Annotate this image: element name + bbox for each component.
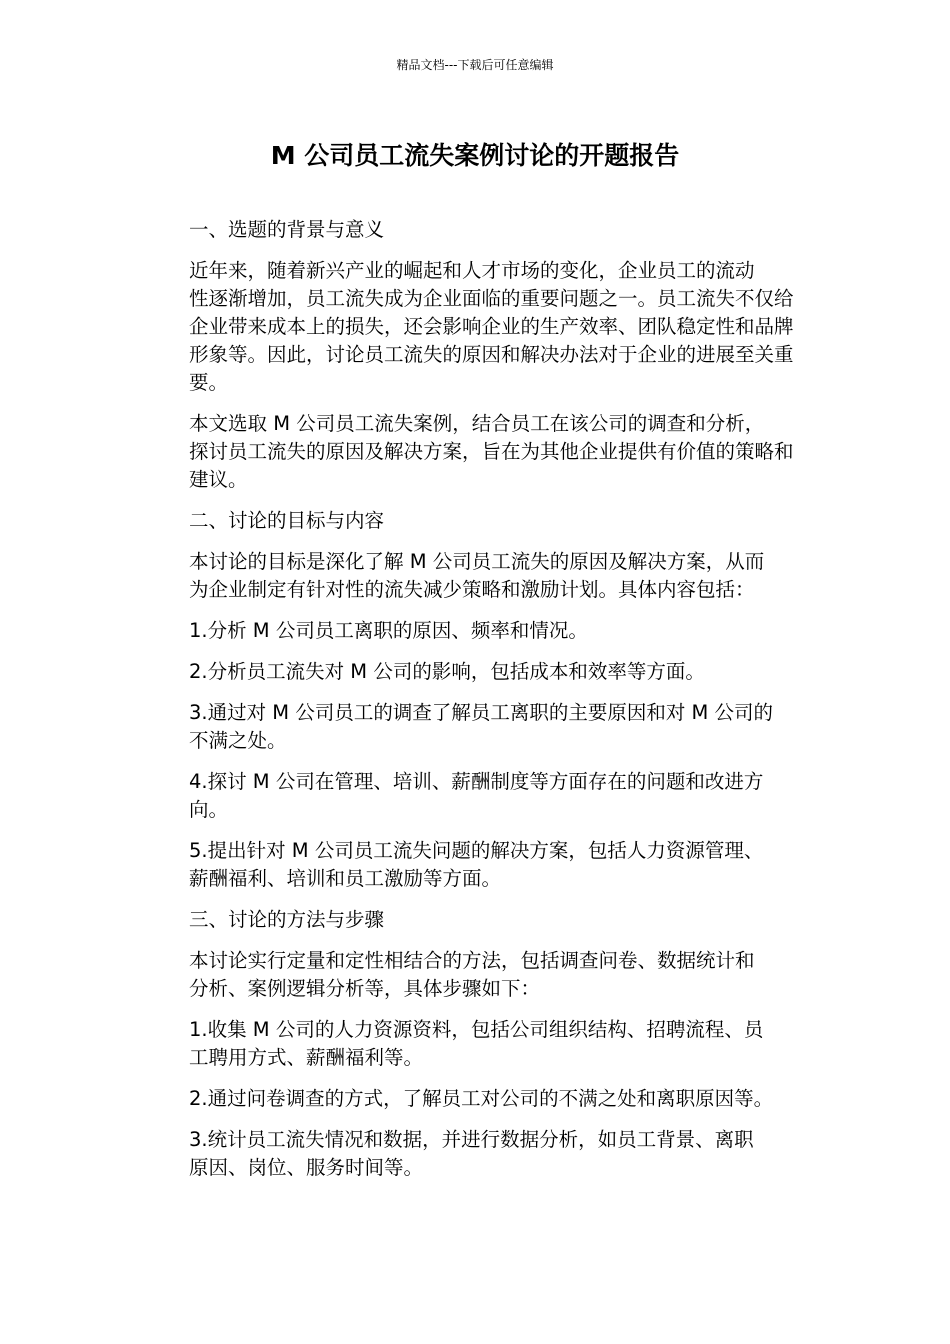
paragraph-line: 2.分析员工流失对 M 公司的影响，包括成本和效率等方面。 xyxy=(189,660,705,683)
paragraph-line: 三、讨论的方法与步骤 xyxy=(189,908,385,931)
paragraph-line: 工聘用方式、薪酬福利等。 xyxy=(189,1046,424,1069)
paragraph-line: 建议。 xyxy=(189,468,248,491)
paragraph xyxy=(143,837,808,893)
paragraph-line: 原因、岗位、服务时间等。 xyxy=(189,1156,424,1179)
paragraph xyxy=(143,548,808,604)
paragraph xyxy=(143,1085,808,1113)
paragraph-line: 本文选取 M 公司员工流失案例，结合员工在该公司的调查和分析， xyxy=(189,412,765,435)
paragraph-line: 本讨论实行定量和定性相结合的方法，包括调查问卷、数据统计和 xyxy=(189,949,755,972)
paragraph-line: 性逐渐增加，员工流失成为企业面临的重要问题之一。员工流失不仅给 xyxy=(189,287,794,310)
paragraph-line: 不满之处。 xyxy=(189,729,287,752)
paragraph xyxy=(143,410,808,494)
page-header-watermark: 精品文档---下载后可任意编辑 xyxy=(396,58,554,72)
paragraph-line: 3.统计员工流失情况和数据，并进行数据分析，如员工背景、离职 xyxy=(189,1128,754,1151)
paragraph-line: 近年来，随着新兴产业的崛起和人才市场的变化，企业员工的流动 xyxy=(189,259,755,282)
paragraph xyxy=(143,947,808,1003)
paragraph xyxy=(143,507,808,535)
paragraph xyxy=(143,906,808,934)
paragraph-line: 4.探讨 M 公司在管理、培训、薪酬制度等方面存在的问题和改进方 xyxy=(189,770,764,793)
paragraph-line: 为企业制定有针对性的流失减少策略和激励计划。具体内容包括： xyxy=(189,578,755,601)
paragraph xyxy=(143,768,808,824)
paragraph-line: 3.通过对 M 公司员工的调查了解员工离职的主要原因和对 M 公司的 xyxy=(189,701,774,724)
paragraph xyxy=(143,216,808,244)
paragraph-line: 向。 xyxy=(189,798,229,821)
paragraph-line: 本讨论的目标是深化了解 M 公司员工流失的原因及解决方案，从而 xyxy=(189,550,765,573)
paragraph xyxy=(143,257,808,397)
document-body xyxy=(143,216,808,1195)
paragraph-line: 一、选题的背景与意义 xyxy=(189,218,385,241)
paragraph-line: 1.分析 M 公司员工离职的原因、频率和情况。 xyxy=(189,619,588,642)
paragraph-line: 形象等。因此，讨论员工流失的原因和解决办法对于企业的进展至关重 xyxy=(189,343,794,366)
paragraph-line: 要。 xyxy=(189,371,229,394)
paragraph-line: 2.通过问卷调查的方式，了解员工对公司的不满之处和离职原因等。 xyxy=(189,1087,774,1110)
paragraph xyxy=(143,1016,808,1072)
paragraph-line: 5.提出针对 M 公司员工流失问题的解决方案，包括人力资源管理、 xyxy=(189,839,764,862)
document-title: M 公司员工流失案例讨论的开题报告 xyxy=(270,141,680,170)
paragraph xyxy=(143,658,808,686)
paragraph-line: 分析、案例逻辑分析等，具体步骤如下： xyxy=(189,977,541,1000)
paragraph-line: 探讨员工流失的原因及解决方案，旨在为其他企业提供有价值的策略和 xyxy=(189,440,794,463)
paragraph xyxy=(143,699,808,755)
paragraph-line: 二、讨论的目标与内容 xyxy=(189,509,385,532)
paragraph xyxy=(143,1126,808,1182)
paragraph-line: 1.收集 M 公司的人力资源资料，包括公司组织结构、招聘流程、员 xyxy=(189,1018,764,1041)
paragraph-line: 薪酬福利、培训和员工激励等方面。 xyxy=(189,867,502,890)
paragraph xyxy=(143,617,808,645)
paragraph-line: 企业带来成本上的损失，还会影响企业的生产效率、团队稳定性和品牌 xyxy=(189,315,794,338)
